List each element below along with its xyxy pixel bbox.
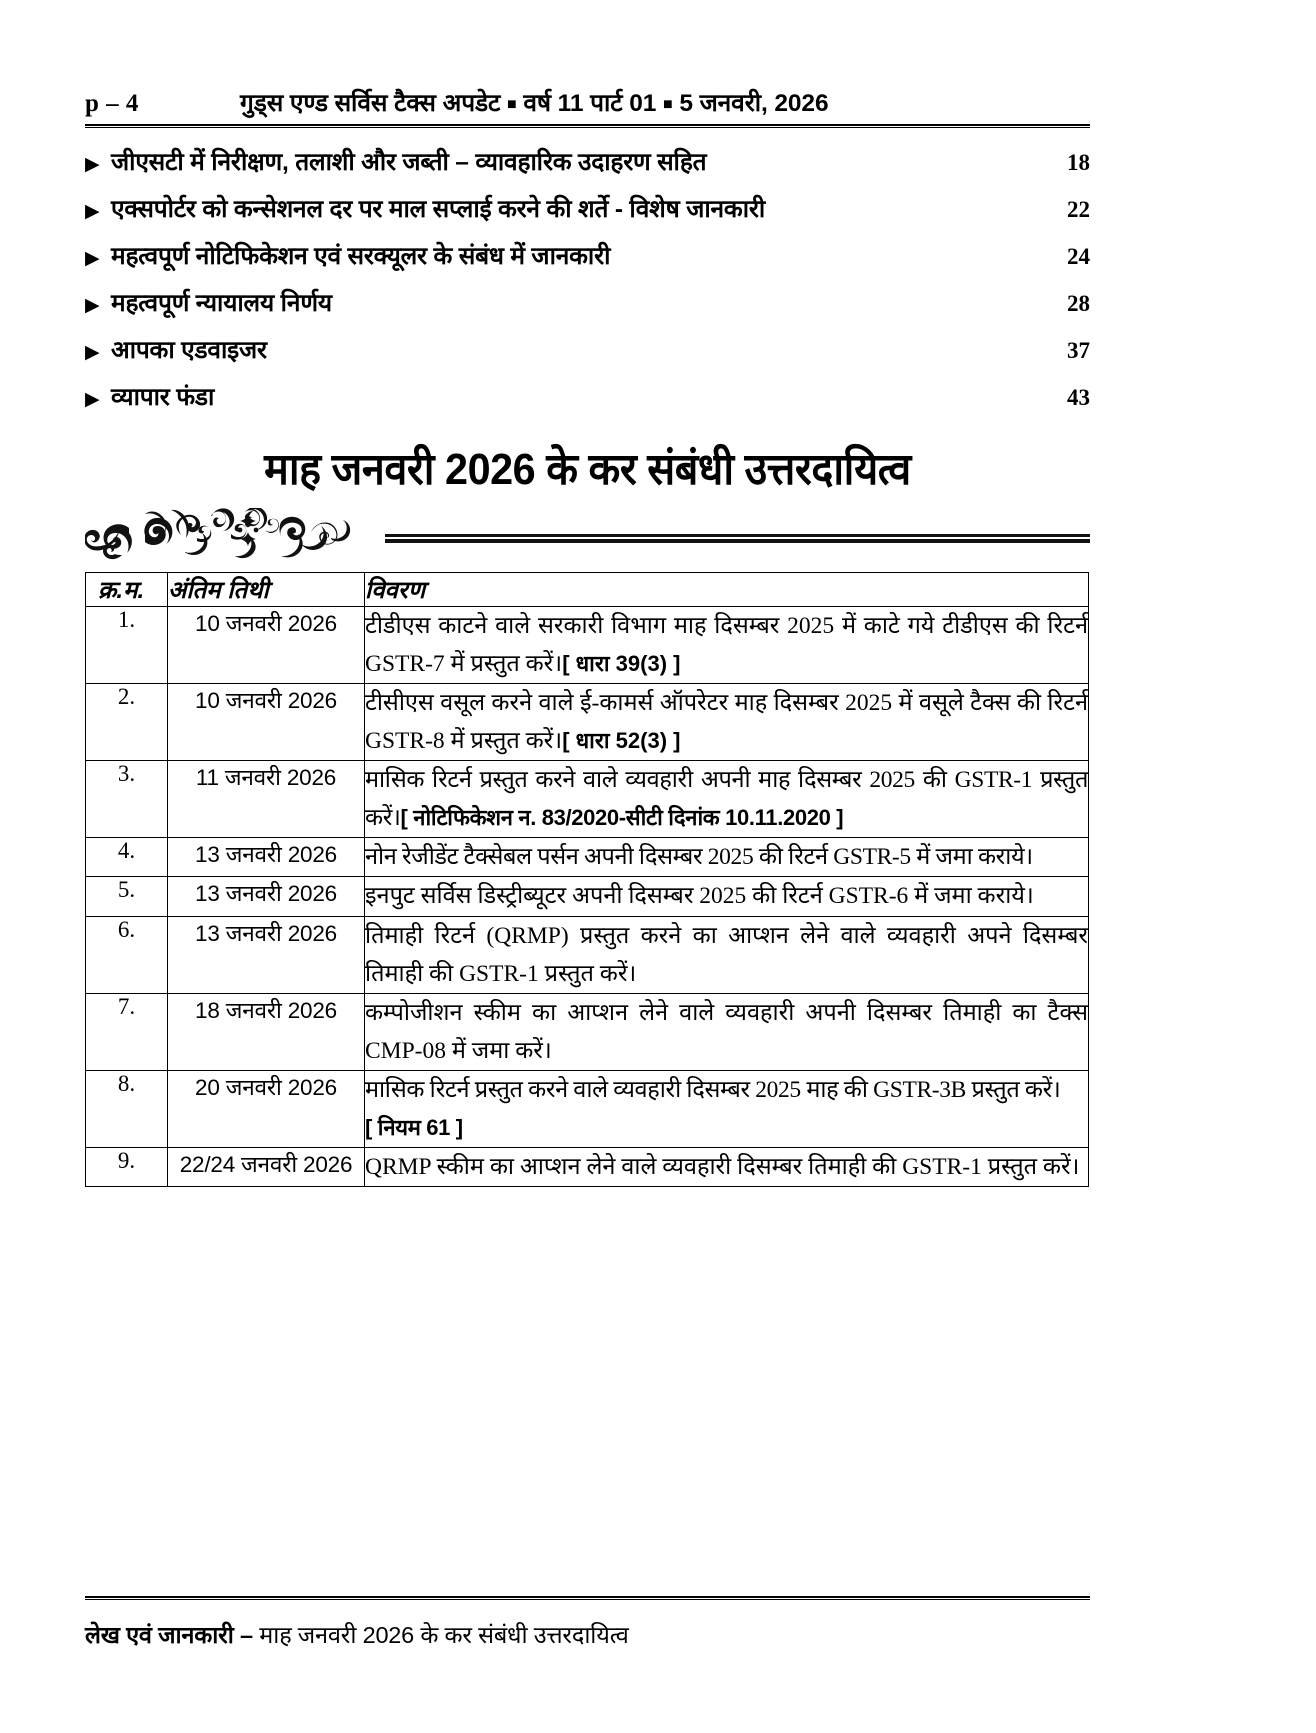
- row-description: [365, 761, 1089, 838]
- running-head-title: [240, 86, 1090, 119]
- desc-text: टीडीएस काटने वाले सरकारी विभाग माह दिसम्बर 2025 में काटे गये टीडीएस की रिटर्न GSTR-7 में प्रस्तुत करें।: [365, 613, 1088, 678]
- column-header-date: अंतिम तिथी: [168, 573, 365, 607]
- triangle-bullet-icon: ▶: [85, 389, 100, 410]
- toc-item-label: महत्वपूर्ण न्यायालय निर्णय: [111, 290, 332, 317]
- row-serial: 1.: [86, 607, 168, 684]
- table-row: [86, 838, 1089, 877]
- row-description: [365, 916, 1089, 993]
- row-description: [365, 993, 1089, 1070]
- desc-reference: [ नोटिफिकेशन न. 83/2020-सीटी दिनांक 10.11.2020 ]: [400, 805, 844, 831]
- row-due-date: 10 जनवरी 2026: [168, 684, 365, 761]
- row-description: [365, 877, 1089, 916]
- toc-item-label: एक्सपोर्टर को कन्सेशनल दर पर माल सप्लाई करने की शर्ते - विशेष जानकारी: [111, 196, 766, 223]
- ornament-divider: [85, 508, 1090, 562]
- tax-duty-table: [85, 572, 1089, 1187]
- footer-label: लेख एवं जानकारी: [85, 1622, 234, 1648]
- row-due-date: 22/24 जनवरी 2026: [168, 1147, 365, 1186]
- toc-item[interactable]: [85, 192, 1090, 239]
- row-due-date: 11 जनवरी 2026: [168, 761, 365, 838]
- table-row: [86, 1070, 1089, 1147]
- row-description: [365, 838, 1089, 877]
- table-row: [86, 761, 1089, 838]
- toc-item-page: 18: [1067, 150, 1090, 175]
- toc-item[interactable]: [85, 145, 1090, 192]
- running-head: [85, 86, 1090, 119]
- row-due-date: 13 जनवरी 2026: [168, 916, 365, 993]
- table-row: [86, 607, 1089, 684]
- row-description: [365, 1070, 1089, 1147]
- row-serial: 7.: [86, 993, 168, 1070]
- triangle-bullet-icon: ▶: [85, 342, 100, 363]
- page-title: माह जनवरी 2026 के कर संबंधी उत्तरदायित्व: [264, 445, 911, 494]
- table-row: [86, 916, 1089, 993]
- desc-text: मासिक रिटर्न प्रस्तुत करने वाले व्यवहारी दिसम्बर 2025 माह की GSTR-3B प्रस्तुत करें।: [365, 1076, 1061, 1103]
- row-serial: 6.: [86, 916, 168, 993]
- desc-text: कम्पोजीशन स्कीम का आप्शन लेने वाले व्यवहारी अपनी दिसम्बर तिमाही का टैक्स CMP-08 में जमा करें।: [365, 999, 1088, 1064]
- desc-text: टीसीएस वसूल करने वाले ई-कामर्स ऑपरेटर माह दिसम्बर 2025 में वसूले टैक्स की रिटर्न GSTR-8 में प्रस्तुत करें।: [365, 690, 1088, 755]
- toc-item-label: व्यापार फंडा: [111, 384, 215, 411]
- toc-item[interactable]: [85, 380, 1090, 427]
- square-separator-icon: ■: [507, 96, 517, 113]
- row-due-date: 10 जनवरी 2026: [168, 607, 365, 684]
- desc-text: नोन रेजीडेंट टैक्सेबल पर्सन अपनी दिसम्बर 2025 की रिटर्न GSTR-5 में जमा कराये।: [365, 844, 1033, 871]
- ornament-rule: [385, 534, 1090, 543]
- row-due-date: 20 जनवरी 2026: [168, 1070, 365, 1147]
- toc-item[interactable]: [85, 239, 1090, 286]
- footer-dash: –: [240, 1622, 253, 1648]
- row-due-date: 13 जनवरी 2026: [168, 877, 365, 916]
- table-header-row: [86, 573, 1089, 607]
- volume-part: वर्ष 11 पार्ट 01: [523, 90, 657, 117]
- desc-text: तिमाही रिटर्न (QRMP) प्रस्तुत करने का आप्शन लेने वाले व्यवहारी अपने दिसम्बर तिमाही की GSTR-1 प्रस्तुत करें।: [365, 922, 1088, 987]
- row-description: [365, 1147, 1089, 1186]
- column-header-desc: विवरण: [365, 573, 1089, 607]
- desc-reference: [ धारा 39(3) ]: [562, 651, 681, 677]
- row-serial: 9.: [86, 1147, 168, 1186]
- triangle-bullet-icon: ▶: [85, 248, 100, 269]
- desc-text: इनपुट सर्विस डिस्ट्रीब्यूटर अपनी दिसम्बर 2025 की रिटर्न GSTR-6 में जमा कराये।: [365, 883, 1034, 910]
- row-serial: 3.: [86, 761, 168, 838]
- desc-text: मासिक रिटर्न प्रस्तुत करने वाले व्यवहारी अपनी माह दिसम्बर 2025 की GSTR-1 प्रस्तुत करें।: [365, 767, 1088, 832]
- row-serial: 5.: [86, 877, 168, 916]
- footer-note: [85, 1618, 1090, 1650]
- page-folio: p – 4: [85, 90, 139, 117]
- footer-divider: [85, 1596, 1090, 1600]
- table-row: [86, 1147, 1089, 1186]
- toc-item-label: महत्वपूर्ण नोटिफिकेशन एवं सरक्यूलर के संबंध में जानकारी: [111, 243, 611, 270]
- toc-item-page: 37: [1067, 338, 1090, 363]
- row-due-date: 18 जनवरी 2026: [168, 993, 365, 1070]
- table-of-contents: [85, 145, 1090, 427]
- row-description: [365, 684, 1089, 761]
- square-separator-icon: ■: [662, 96, 673, 113]
- toc-item-page: 28: [1067, 291, 1090, 316]
- desc-reference: [ धारा 52(3) ]: [562, 728, 681, 754]
- footer-text: माह जनवरी 2026 के कर संबंधी उत्तरदायित्व: [259, 1622, 629, 1648]
- table-row: [86, 684, 1089, 761]
- desc-text: QRMP स्कीम का आप्शन लेने वाले व्यवहारी दिसम्बर तिमाही की GSTR-1 प्रस्तुत करें।: [365, 1153, 1080, 1180]
- column-header-sno: क्र.म.: [86, 573, 168, 607]
- magazine-name: गुड्स एण्ड सर्विस टैक्स अपडेट: [240, 90, 501, 117]
- toc-item-page: 43: [1067, 385, 1090, 410]
- toc-item-label: जीएसटी में निरीक्षण, तलाशी और जब्ती – व्यावहारिक उदाहरण सहित: [111, 149, 707, 176]
- table-row: [86, 993, 1089, 1070]
- issue-date: 5 जनवरी, 2026: [679, 90, 829, 117]
- toc-item-page: 22: [1067, 197, 1090, 222]
- triangle-bullet-icon: ▶: [85, 295, 100, 316]
- toc-item[interactable]: [85, 286, 1090, 333]
- desc-reference: [ नियम 61 ]: [365, 1114, 463, 1140]
- row-serial: 4.: [86, 838, 168, 877]
- toc-item[interactable]: [85, 333, 1090, 380]
- floral-ornament-icon: [85, 508, 415, 562]
- triangle-bullet-icon: ▶: [85, 154, 100, 175]
- row-serial: 2.: [86, 684, 168, 761]
- toc-item-label: आपका एडवाइजर: [111, 337, 267, 364]
- row-description: [365, 607, 1089, 684]
- triangle-bullet-icon: ▶: [85, 201, 100, 222]
- toc-item-page: 24: [1067, 244, 1090, 269]
- header-divider: [85, 124, 1090, 128]
- row-serial: 8.: [86, 1070, 168, 1147]
- row-due-date: 13 जनवरी 2026: [168, 838, 365, 877]
- table-row: [86, 877, 1089, 916]
